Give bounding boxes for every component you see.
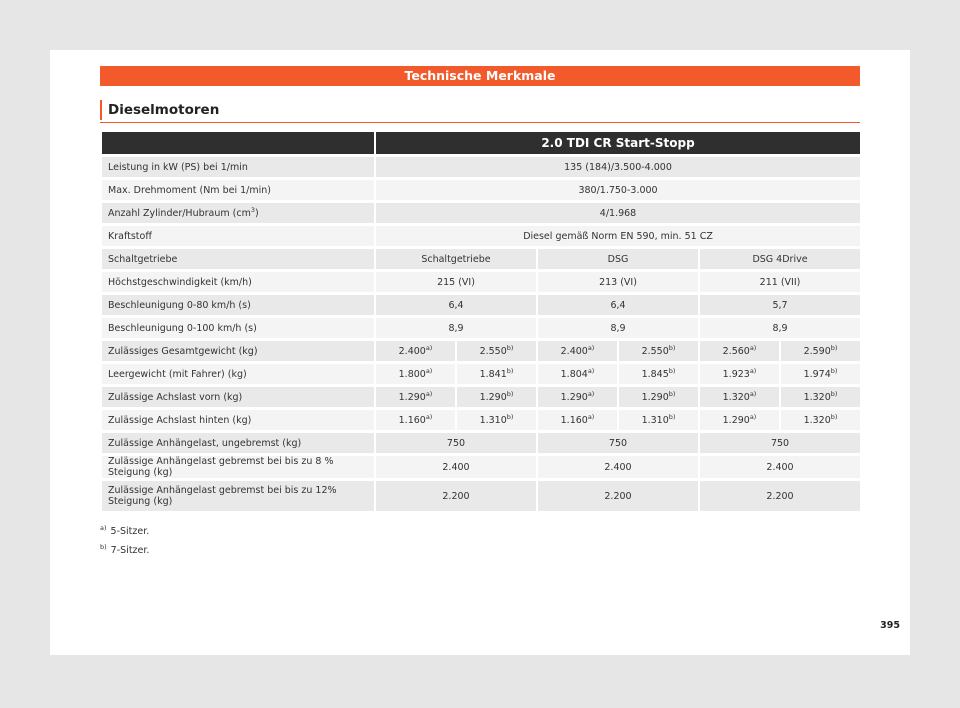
table-row	[101, 156, 861, 179]
row-value: DSG 4Drive	[699, 248, 861, 271]
row-value: 2.200	[699, 480, 861, 513]
row-value: 1.160$^{a)}$	[537, 409, 618, 432]
table-row	[101, 317, 861, 340]
row-value: 1.320$^{b)}$	[780, 386, 861, 409]
row-label: Höchstgeschwindigkeit (km/h)	[101, 271, 375, 294]
table-row	[101, 179, 861, 202]
label-text: Anzahl Zylinder/Hubraum (cm	[108, 207, 251, 219]
row-value: 1.841$^{b)}$	[456, 363, 537, 386]
row-label	[101, 202, 375, 225]
row-value: 2.200	[537, 480, 699, 513]
row-value: 750	[537, 432, 699, 455]
row-value: 1.974$^{b)}$	[780, 363, 861, 386]
row-value: Schaltgetriebe	[375, 248, 537, 271]
header-blank-cell	[101, 132, 375, 156]
row-value: 1.310$^{b)}$	[618, 409, 699, 432]
row-value: 1.845$^{b)}$	[618, 363, 699, 386]
row-value: 8,9	[699, 317, 861, 340]
row-value: 2.400	[699, 455, 861, 480]
footnotes	[100, 522, 149, 560]
row-value: 8,9	[375, 317, 537, 340]
row-value: 2.400	[375, 455, 537, 480]
row-label: Leistung in kW (PS) bei 1/min	[101, 156, 375, 179]
row-value: 750	[375, 432, 537, 455]
row-label: Zulässige Anhängelast gebremst bei bis zu 8 % Steigung (kg)	[101, 455, 375, 480]
row-value: 2.200	[375, 480, 537, 513]
table-row	[101, 248, 861, 271]
row-label: Kraftstoff	[101, 225, 375, 248]
row-value: 1.290$^{b)}$	[618, 386, 699, 409]
row-value: 2.550$^{b)}$	[618, 340, 699, 363]
row-label: Zulässige Achslast vorn (kg)	[101, 386, 375, 409]
section-title: Dieselmotoren	[100, 100, 219, 120]
row-label: Zulässige Achslast hinten (kg)	[101, 409, 375, 432]
row-label: Leergewicht (mit Fahrer) (kg)	[101, 363, 375, 386]
row-value: 211 (VII)	[699, 271, 861, 294]
table-row	[101, 294, 861, 317]
table-row	[101, 432, 861, 455]
spec-table	[100, 132, 862, 514]
row-value: 380/1.750-3.000	[375, 179, 861, 202]
row-value: 8,9	[537, 317, 699, 340]
table-row	[101, 202, 861, 225]
row-value: 1.310$^{b)}$	[456, 409, 537, 432]
row-value: 1.160$^{a)}$	[375, 409, 456, 432]
page-number: 395	[880, 620, 900, 631]
table-row	[101, 386, 861, 409]
table-row	[101, 455, 861, 480]
row-value: 5,7	[699, 294, 861, 317]
table-row	[101, 409, 861, 432]
row-value: 1.320$^{a)}$	[699, 386, 780, 409]
row-label: Beschleunigung 0-100 km/h (s)	[101, 317, 375, 340]
table-row	[101, 340, 861, 363]
row-label: Zulässiges Gesamtgewicht (kg)	[101, 340, 375, 363]
table-row	[101, 480, 861, 513]
table-row	[101, 225, 861, 248]
row-value: 1.800$^{a)}$	[375, 363, 456, 386]
row-value: DSG	[537, 248, 699, 271]
table-header-row	[101, 132, 861, 156]
row-value: 2.400$^{a)}$	[375, 340, 456, 363]
row-value: 1.290$^{a)}$	[537, 386, 618, 409]
chapter-header: Technische Merkmale	[100, 66, 860, 86]
row-value: 2.400	[537, 455, 699, 480]
row-value: 1.804$^{a)}$	[537, 363, 618, 386]
row-label: Schaltgetriebe	[101, 248, 375, 271]
row-value: 2.590$^{b)}$	[780, 340, 861, 363]
footnote: $^{b)}$ 7-Sitzer.	[100, 542, 150, 556]
superscript: 3	[250, 205, 255, 214]
row-value: 1.290$^{a)}$	[375, 386, 456, 409]
row-label: Zulässige Anhängelast, ungebremst (kg)	[101, 432, 375, 455]
engine-header: 2.0 TDI CR Start-Stopp	[375, 132, 861, 156]
row-value: 750	[699, 432, 861, 455]
table-row	[101, 271, 861, 294]
row-label: Zulässige Anhängelast gebremst bei bis zu 12% Steigung (kg)	[101, 480, 375, 513]
row-label: Beschleunigung 0-80 km/h (s)	[101, 294, 375, 317]
row-value: 1.290$^{b)}$	[456, 386, 537, 409]
label-text: )	[254, 207, 259, 219]
row-value: 215 (VI)	[375, 271, 537, 294]
table-row	[101, 363, 861, 386]
row-value: 4/1.968	[375, 202, 861, 225]
row-label: Max. Drehmoment (Nm bei 1/min)	[101, 179, 375, 202]
row-value: 1.923$^{a)}$	[699, 363, 780, 386]
row-value: 2.550$^{b)}$	[456, 340, 537, 363]
row-value: 6,4	[537, 294, 699, 317]
row-value: 135 (184)/3.500-4.000	[375, 156, 861, 179]
row-value: Diesel gemäß Norm EN 590, min. 51 CZ	[375, 225, 861, 248]
section-divider	[100, 122, 860, 123]
row-value: 1.290$^{a)}$	[699, 409, 780, 432]
row-value: 213 (VI)	[537, 271, 699, 294]
row-value: 6,4	[375, 294, 537, 317]
footnote: $^{a)}$ 5-Sitzer.	[100, 523, 150, 537]
row-value: 2.560$^{a)}$	[699, 340, 780, 363]
row-value: 1.320$^{b)}$	[780, 409, 861, 432]
row-value: 2.400$^{a)}$	[537, 340, 618, 363]
